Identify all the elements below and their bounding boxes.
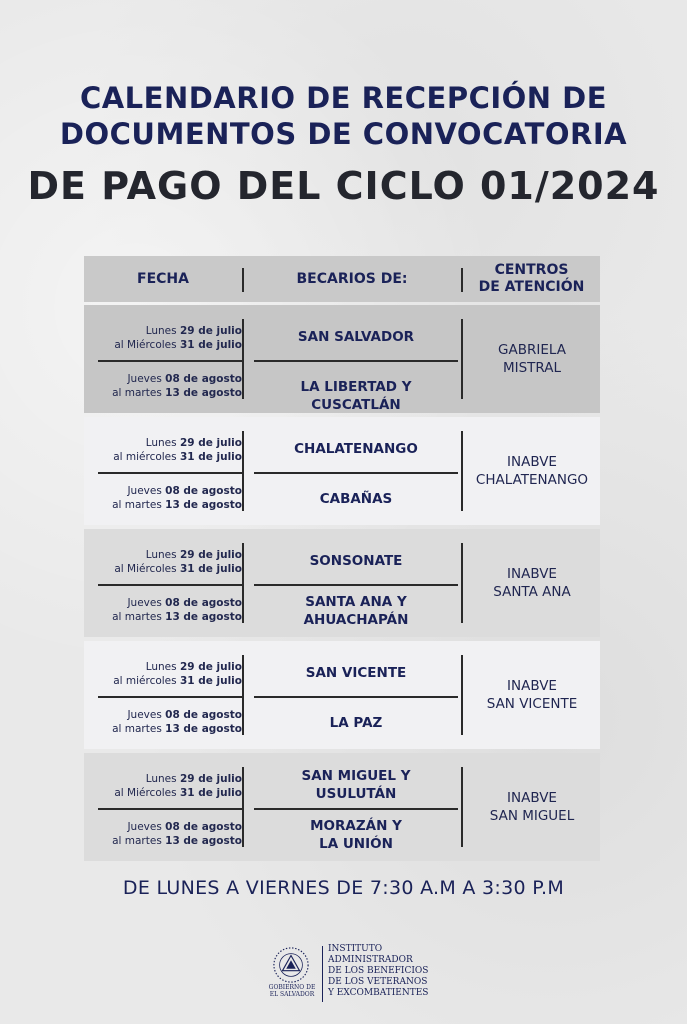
row-divider (254, 472, 458, 474)
department-second: MORAZÁN Y LA UNIÓN (310, 818, 402, 852)
header-becarios: BECARIOS DE: (296, 270, 408, 287)
row-divider (254, 584, 458, 586)
date-range-second: Jueves 08 de agosto al martes 13 de agosto (112, 485, 242, 511)
attention-center: INABVE CHALATENANGO (475, 454, 589, 488)
department-second: LA LIBERTAD Y CUSCATLÁN (300, 379, 412, 413)
schedule-block (84, 641, 600, 749)
department-first: SAN VICENTE (305, 665, 407, 681)
row-divider (98, 696, 242, 698)
date-range-first: Lunes 29 de julio al Miércoles 31 de julio (114, 773, 242, 799)
footer-logo (266, 944, 456, 1004)
schedule-block (84, 417, 600, 525)
column-divider (242, 767, 244, 847)
title-line-2: DOCUMENTOS DE CONVOCATORIA (59, 117, 628, 151)
header-centros-line2: DE ATENCIÓN (478, 279, 585, 295)
row-divider (98, 360, 242, 362)
attention-center: INABVE SANTA ANA (493, 566, 571, 600)
schedule-block (84, 529, 600, 637)
department-first: SONSONATE (309, 553, 403, 569)
date-range-second: Jueves 08 de agosto al martes 13 de agosto (112, 709, 242, 735)
row-divider (254, 360, 458, 362)
footer-divider (322, 946, 323, 1002)
row-divider (98, 584, 242, 586)
schedule-block (84, 305, 600, 413)
column-divider (461, 319, 463, 399)
row-divider (254, 808, 458, 810)
date-range-second: Jueves 08 de agosto al martes 13 de agosto (112, 373, 242, 399)
date-range-first: Lunes 29 de julio al miércoles 31 de julio (113, 437, 242, 463)
department-second: SANTA ANA Y AHUACHAPÁN (303, 594, 409, 628)
column-divider (461, 431, 463, 511)
column-divider (242, 543, 244, 623)
header-fecha: FECHA (137, 270, 189, 287)
column-divider (461, 543, 463, 623)
date-range-first: Lunes 29 de julio al Miércoles 31 de julio (114, 549, 242, 575)
row-divider (98, 808, 242, 810)
header-centros (463, 256, 600, 302)
title-line-1: CALENDARIO DE RECEPCIÓN DE (79, 81, 608, 115)
department-first: SAN MIGUEL Y USULUTÁN (301, 768, 411, 802)
row-divider (254, 696, 458, 698)
department-second: LA PAZ (329, 715, 383, 731)
el-salvador-seal-icon (272, 946, 310, 984)
column-divider (242, 319, 244, 399)
header-centros-line1: CENTROS (494, 262, 569, 278)
row-divider (98, 472, 242, 474)
government-label: GOBIERNO DE EL SALVADOR (268, 984, 316, 998)
table-header (84, 256, 600, 302)
institution-name: INSTITUTO ADMINISTRADOR DE LOS BENEFICIOS DE LOS VETERANOS Y EXCOMBATIENTES (328, 944, 429, 998)
date-range-second: Jueves 08 de agosto al martes 13 de agosto (112, 597, 242, 623)
column-divider (242, 655, 244, 735)
attention-center: GABRIELA MISTRAL (498, 342, 566, 376)
column-divider (461, 655, 463, 735)
date-range-first: Lunes 29 de julio al Miércoles 31 de julio (114, 325, 242, 351)
date-range-first: Lunes 29 de julio al miércoles 31 de julio (113, 661, 242, 687)
date-range-second: Jueves 08 de agosto al martes 13 de agosto (112, 821, 242, 847)
department-first: SAN SALVADOR (297, 329, 415, 345)
department-second: CABAÑAS (319, 491, 393, 507)
office-hours: DE LUNES A VIERNES DE 7:30 A.M A 3:30 P.M (122, 877, 565, 899)
attention-center: INABVE SAN VICENTE (486, 678, 578, 712)
attention-center: INABVE SAN MIGUEL (489, 790, 575, 824)
title-line-3: DE PAGO DEL CICLO 01/2024 (27, 164, 660, 208)
department-first: CHALATENANGO (294, 441, 418, 457)
column-divider (461, 767, 463, 847)
column-divider (242, 431, 244, 511)
schedule-block (84, 753, 600, 861)
